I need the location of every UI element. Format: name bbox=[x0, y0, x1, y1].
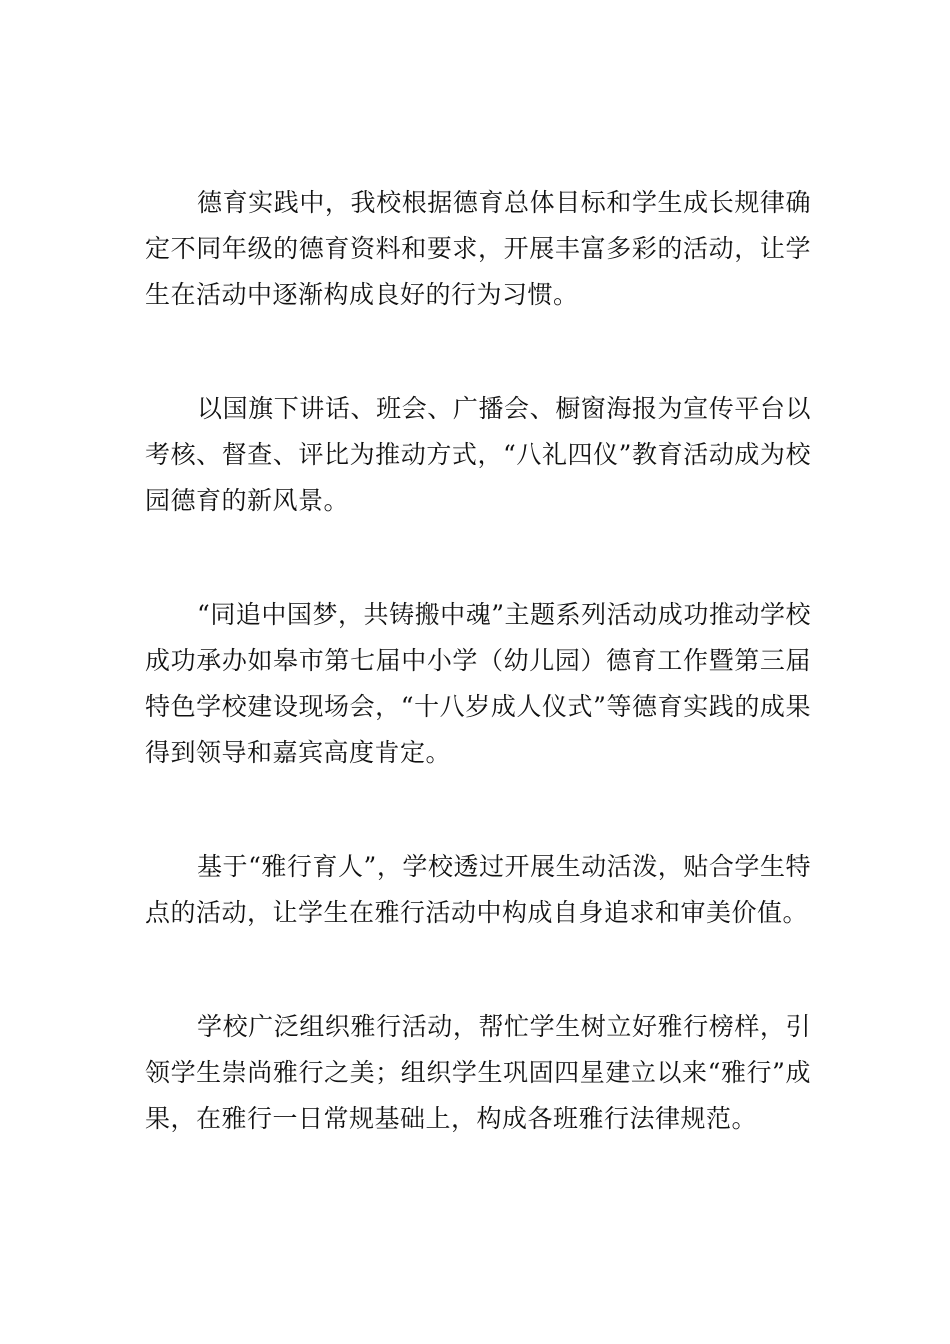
paragraph-moral-practice: 德育实践中，我校根据德育总体目标和学生成长规律确定不同年级的德育资料和要求，开展丰富多彩的活动，让学生在活动中逐渐构成良好的行为习惯。 bbox=[145, 188, 811, 309]
paragraph-china-dream-activity: “同追中国梦，共铸搬中魂”主题系列活动成功推动学校成功承办如皋市第七届中小学（幼儿园）德育工作暨第三届特色学校建设现场会，“十八岁成人仪式”等德育实践的成果得到领导和嘉宾高度肯定。 bbox=[145, 600, 811, 767]
paragraph-publicity-platform: 以国旗下讲话、班会、广播会、橱窗海报为宣传平台以考核、督查、评比为推动方式，“八礼四仪”教育活动成为校园德育的新风景。 bbox=[145, 394, 811, 515]
paragraph-elegant-conduct-activities: 学校广泛组织雅行活动，帮忙学生树立好雅行榜样，引领学生崇尚雅行之美；组织学生巩固四星建立以来“雅行”成果，在雅行一日常规基础上，构成各班雅行法律规范。 bbox=[145, 1012, 811, 1133]
document-body bbox=[145, 180, 811, 1142]
paragraph-elegant-conduct-education: 基于“雅行育人”，学校透过开展生动活泼，贴合学生特点的活动，让学生在雅行活动中构成自身追求和审美价值。 bbox=[145, 852, 811, 927]
